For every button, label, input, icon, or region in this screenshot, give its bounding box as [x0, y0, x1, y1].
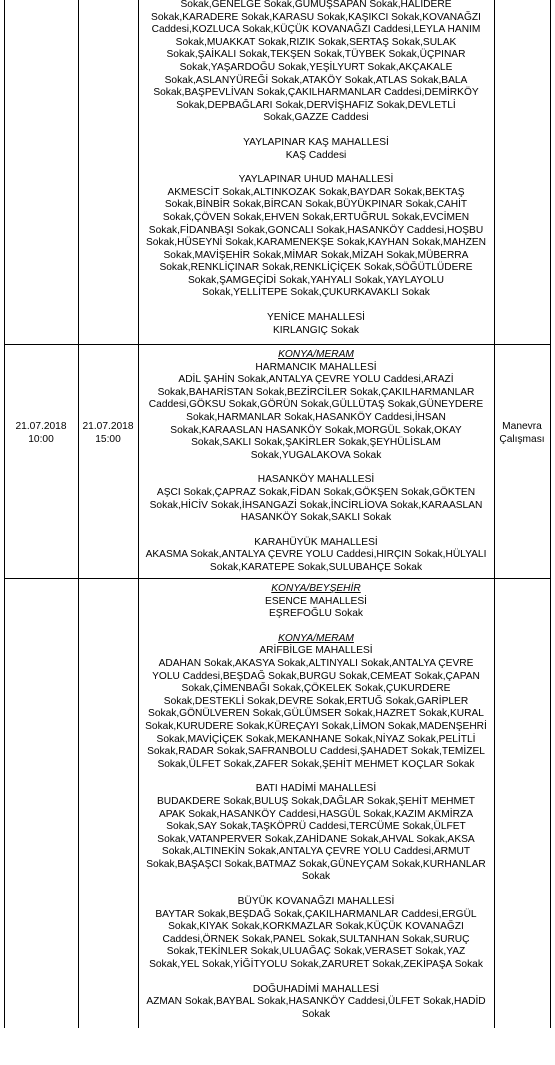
street-line: Sokak,MAVİÇİÇEK Sokak,MEKANHANE Sokak,NİYAZ Sokak,PELİTLİ [156, 733, 476, 745]
row-1-streets [139, 0, 493, 349]
street-line: Sokak,YEL Sokak,YİĞİTYOLU Sokak,ZARURET Sokak,ZEKİPAŞA Sokak [149, 959, 483, 971]
start-time-cell [4, 421, 78, 446]
neighborhood-block [139, 137, 493, 162]
neighborhood-heading: YAYLAPINAR KAŞ MAHALLESİ [243, 136, 389, 148]
street-line: Sokak,BİNBİR Sokak,BİRCAN Sokak,BÜYÜKPINAR Sokak,CAHİT [164, 199, 468, 211]
reason-cell [494, 421, 550, 446]
neighborhood-heading: ESENCE MAHALLESİ [265, 595, 367, 607]
street-line: Sokak,GAZZE Caddesi [263, 112, 369, 124]
street-line: Sokak,VATANPERVER Sokak,ZAHİDANE Sokak,AHVAL Sokak,AKSA [157, 833, 475, 845]
street-line: Sokak [301, 871, 331, 883]
neighborhood-heading: ARİFBİLGE MAHALLESİ [259, 645, 373, 657]
end-hour: 15:00 [95, 433, 121, 445]
street-line: Sokak,KURUDERE Sokak,KÜREÇAYI Sokak,LİMON Sokak,MADENŞEHRİ [145, 720, 487, 732]
neighborhood-heading: HASANKÖY MAHALLESİ [257, 474, 375, 486]
neighborhood-block [139, 174, 493, 300]
row-2-streets [139, 349, 493, 587]
street-line: ADİL ŞAHİN Sokak,ANTALYA ÇEVRE YOLU Caddesi,ARAZİ [178, 374, 454, 386]
neighborhood-block [139, 896, 493, 972]
street-line: AKMESCİT Sokak,ALTINKOZAK Sokak,BAYDAR Sokak,BEKTAŞ [167, 186, 465, 198]
district-label: KONYA/BEYŞEHİR [271, 583, 361, 594]
street-line: Sokak,ÜLFET Sokak,ZAFER Sokak,ŞEHİT MEHMET KOÇLAR Sokak [157, 758, 475, 770]
street-line: APAK Sokak,HASANKÖY Caddesi,HASGÜL Sokak,KAZIM AKMİRZA [158, 808, 474, 820]
street-line: Sokak,SAKLI Sokak,ŞAKİRLER Sokak,ŞEYHÜLİSLAM [191, 437, 441, 449]
neighborhood-heading: BÜYÜK KOVANAĞZI MAHALLESİ [237, 896, 395, 908]
street-line: Caddesi,ÖRNEK Sokak,PANEL Sokak,SULTANHAN Sokak,SURUÇ [162, 933, 470, 945]
street-line: Sokak,BAŞPEVLİVAN Sokak,ÇAKILHARMANLAR Caddesi,DEMİRKÖY [153, 87, 479, 99]
street-line: Caddesi,GÖKSU Sokak,GÖRÜN Sokak,GÜLLÜTAŞ Sokak,GÜNEYDERE [148, 399, 484, 411]
street-line: Sokak,RENKLİÇINAR Sokak,RENKLİÇİÇEK Sokak,SÖĞÜTLÜDERE [159, 262, 473, 274]
table-border-right [550, 0, 551, 1028]
column-divider-streets [494, 0, 495, 1028]
street-line: Sokak,KARADERE Sokak,KARASU Sokak,KAŞIKCI Sokak,KOVANAĞZI [151, 11, 481, 23]
street-line: EŞREFOĞLU Sokak [269, 608, 363, 620]
reason-line-1: Manevra [502, 421, 542, 432]
street-line: Sokak,ŞAMGEÇİDİ Sokak,YAHYALI Sokak,YAYLAYOLU [187, 274, 445, 286]
street-line: Sokak,RADAR Sokak,SAFRANBOLU Caddesi,ŞAHADET Sokak,TEMİZEL [147, 746, 485, 758]
street-line: Sokak,YELLİTEPE Sokak,ÇUKURKAVAKLI Sokak [202, 287, 430, 299]
street-line: BUDAKDERE Sokak,BULUŞ Sokak,DAĞLAR Sokak,ŞEHİT MEHMET [157, 795, 475, 807]
street-line: Sokak,FİDANBAŞI Sokak,GONCALI Sokak,HASANKÖY Caddesi,HOŞBU [148, 224, 484, 236]
street-line: KIRLANGIÇ Sokak [272, 324, 360, 336]
street-line: Sokak,ALTINEKİN Sokak,ANTALYA ÇEVRE YOLU Caddesi,ARMUT [161, 846, 471, 858]
street-line: Sokak,YAŞARDOĞU Sokak,YEŞİLYURT Sokak,AKÇAKALE [179, 61, 453, 73]
street-line: Sokak,HARMANLAR Sokak,HASANKÖY Caddesi,İHSAN [186, 411, 446, 423]
street-line: Sokak,YUGALAKOVA Sokak [250, 449, 382, 461]
neighborhood-heading: HARMANCIK MAHALLESİ [255, 361, 377, 373]
neighborhood-heading: YENİCE MAHALLESİ [267, 312, 365, 324]
street-line: Sokak,ÇİMENBAĞI Sokak,ÇÖKELEK Sokak,ÇUKURDERE [181, 683, 451, 695]
street-line: Sokak,GÖNÜLVEREN Sokak,GÜLÜMSER Sokak,HAZRET Sokak,KURAL [148, 708, 484, 720]
neighborhood-block [139, 984, 493, 1022]
street-line: AKASMA Sokak,ANTALYA ÇEVRE YOLU Caddesi,HIRÇIN Sokak,HÜLYALI [145, 549, 487, 561]
street-line: Sokak,ASLANYÜREĞİ Sokak,ATAKÖY Sokak,ATLAS Sokak,BALA [164, 74, 468, 86]
street-line: BAYTAR Sokak,BEŞDAĞ Sokak,ÇAKILHARMANLAR Caddesi,ERGÜL [155, 908, 477, 920]
start-date: 21.07.2018 [15, 421, 67, 432]
neighborhood-block [139, 312, 493, 337]
street-line: Sokak,BAHARİSTAN Sokak,BEZİRCİLER Sokak,ÇAKILHARMANLAR [157, 386, 475, 398]
neighborhood-heading: DOĞUHADİMİ MAHALLESİ [252, 983, 380, 995]
street-line: Sokak,ÇÖVEN Sokak,EHVEN Sokak,ERTUĞRUL Sokak,EVCİMEN [162, 211, 470, 223]
neighborhood-heading: KARAHÜYÜK MAHALLESİ [254, 536, 378, 548]
neighborhood-block [139, 474, 493, 524]
street-line: Sokak,HÜSEYNİ Sokak,KARAMENEKŞE Sokak,KAYHAN Sokak,MAHZEN [145, 237, 487, 249]
column-divider-start [78, 0, 79, 1028]
street-line: Sokak,BAŞAŞCI Sokak,BATMAZ Sokak,GÜNEYÇAM Sokak,KURHANLAR [146, 858, 486, 870]
neighborhood-block [139, 362, 493, 463]
street-line: AŞCI Sokak,ÇAPRAZ Sokak,FİDAN Sokak,GÖKŞEN Sokak,GÖKTEN [156, 486, 476, 498]
neighborhood-heading: BATI HADİMİ MAHALLESİ [255, 783, 377, 795]
street-line: Sokak,ŞAİKALI Sokak,TEKŞEN Sokak,TÜYBEK Sokak,ÜÇPINAR [166, 49, 466, 61]
street-line: Sokak,MAVİŞEHİR Sokak,MİMAR Sokak,MİZAH Sokak,MÜBERRA [163, 249, 469, 261]
street-line: AZMAN Sokak,BAYBAL Sokak,HASANKÖY Caddesi,ÜLFET Sokak,HADİD [146, 996, 486, 1008]
street-line: Sokak [301, 1008, 331, 1020]
neighborhood-block [139, 783, 493, 884]
street-line: Sokak,SAY Sokak,TAŞKÖPRÜ Caddesi,TERCÜME Sokak,ÜLFET [166, 821, 466, 833]
street-line: Sokak,GENELGE Sokak,GÜMÜŞSAPAN Sokak,HALIDERE [180, 0, 452, 10]
neighborhood-block [139, 0, 493, 125]
street-line: Sokak,MUAKKAT Sokak,RIZIK Sokak,SERTAŞ Sokak,SULAK [175, 36, 457, 48]
street-line: HASANKÖY Sokak,SAKLI Sokak [240, 512, 392, 524]
neighborhood-block [139, 645, 493, 771]
street-line: Sokak,DEPBAĞLARI Sokak,DERVİŞHAFIZ Sokak,DEVLETLİ [176, 99, 456, 111]
street-line: KAŞ Caddesi [285, 149, 347, 161]
street-line: Sokak,KIYAK Sokak,KORKMAZLAR Sokak,KÜÇÜK KOVANAĞZI [168, 921, 464, 933]
table-border-left [4, 0, 5, 1028]
district-label: KONYA/MERAM [278, 349, 354, 360]
street-line: Sokak,KARAASLAN HASANKÖY Sokak,MORGÜL Sokak,OKAY [170, 424, 462, 436]
street-line: ADAHAN Sokak,AKASYA Sokak,ALTINYALI Sokak,ANTALYA ÇEVRE [158, 657, 474, 669]
district-label: KONYA/MERAM [278, 632, 354, 644]
street-line: Sokak,TEKİNLER Sokak,ULUAĞAÇ Sokak,VERASET Sokak,YAZ [166, 946, 466, 958]
end-date: 21.07.2018 [82, 421, 134, 432]
start-hour: 10:00 [28, 433, 54, 445]
row-3-streets [139, 583, 493, 1033]
street-line: Sokak,KARATEPE Sokak,SULUBAHÇE Sokak [209, 561, 423, 573]
end-time-cell [78, 421, 138, 446]
street-line: Sokak,HİCİV Sokak,İHSANGAZİ Sokak,İNCİRLİOVA Sokak,KARAASLAN [149, 499, 483, 511]
street-line: Caddesi,KOZLUCA Sokak,KÜÇÜK KOVANAĞZI Caddesi,LEYLA HANIM [151, 24, 481, 36]
neighborhood-block [139, 596, 493, 621]
neighborhood-block [139, 537, 493, 575]
reason-line-2: Çalışması [499, 433, 545, 445]
neighborhood-heading: YAYLAPINAR UHUD MAHALLESİ [238, 174, 394, 186]
street-line: YOLU Caddesi,BEŞDAĞ Sokak,BURGU Sokak,CEMEAT Sokak,ÇAPAN [152, 670, 480, 682]
street-line: Sokak,DESTEKLİ Sokak,DEVRE Sokak,ERTUĞ Sokak,GARİPLER [163, 695, 469, 707]
